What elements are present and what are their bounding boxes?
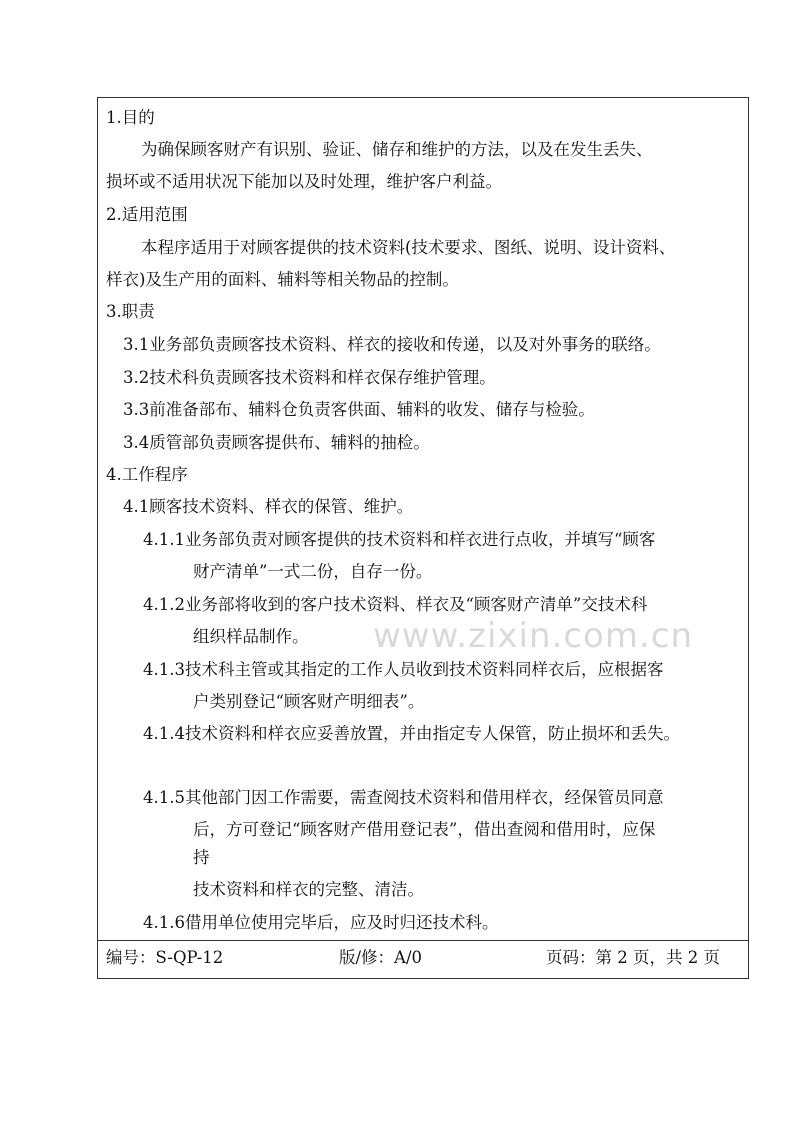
list-item-continuation: 户类别登记“顾客财产明细表”。	[193, 692, 425, 711]
list-item: 3.4质管部负责顾客提供布、辅料的抽检。	[123, 433, 430, 452]
watermark: www.zixin.com.cn	[373, 616, 693, 656]
list-item-continuation: 组织样品制作。	[193, 627, 309, 646]
section-heading-scope: 2.适用范围	[106, 205, 188, 224]
paragraph-line: 样衣)及生产用的面料、辅料等相关物品的控制。	[106, 270, 459, 289]
list-item: 3.2技术科负责顾客技术资料和样衣保存维护管理。	[123, 368, 496, 387]
list-item: 4.1.3技术科主管或其指定的工作人员收到技术资料同样衣后，应根据客	[143, 660, 664, 679]
paragraph-line: 为确保顾客财产有识别、验证、储存和维护的方法，以及在发生丢失、	[141, 140, 653, 159]
section-heading-purpose: 1.目的	[106, 108, 155, 127]
list-item: 3.1业务部负责顾客技术资料、样衣的接收和传递，以及对外事务的联络。	[123, 335, 661, 354]
document-code: 编号：S-QP-12	[106, 948, 224, 967]
list-item-continuation: 后，方可登记“顾客财产借用登记表”，借出查阅和借用时，应保	[193, 820, 656, 839]
footer-divider	[98, 940, 748, 941]
revision-label: 版/修：A/0	[339, 948, 423, 967]
list-item-continuation: 财产清单”一式二份，自存一份。	[193, 562, 433, 581]
section-heading-duties: 3.职责	[106, 302, 155, 321]
list-item: 4.1.1业务部负责对顾客提供的技术资料和样衣进行点收，并填写“顾客	[143, 530, 656, 549]
list-item-continuation: 持	[193, 848, 210, 867]
list-item: 3.3前准备部布、辅料仓负责客供面、辅料的收发、储存与检验。	[123, 400, 595, 419]
paragraph-line: 本程序适用于对顾客提供的技术资料(技术要求、图纸、说明、设计资料、	[141, 238, 676, 257]
list-item: 4.1.2业务部将收到的客户技术资料、样衣及“顾客财产清单”交技术科	[143, 595, 648, 614]
paragraph-line: 损坏或不适用状况下能加以及时处理，维护客户利益。	[106, 172, 502, 191]
list-item-continuation: 技术资料和样衣的完整、清洁。	[193, 880, 424, 899]
document-frame	[97, 97, 749, 979]
section-heading-procedure: 4.工作程序	[106, 465, 188, 484]
page-number: 页码：第 2 页，共 2 页	[546, 948, 720, 967]
list-item: 4.1.5其他部门因工作需要，需查阅技术资料和借用样衣，经保管员同意	[143, 788, 664, 807]
list-item: 4.1.6借用单位使用完毕后，应及时归还技术科。	[143, 913, 499, 932]
list-item: 4.1.4技术资料和样衣应妥善放置，并由指定专人保管，防止损坏和丢失。	[143, 724, 680, 743]
subsection-heading: 4.1顾客技术资料、样衣的保管、维护。	[123, 497, 414, 516]
